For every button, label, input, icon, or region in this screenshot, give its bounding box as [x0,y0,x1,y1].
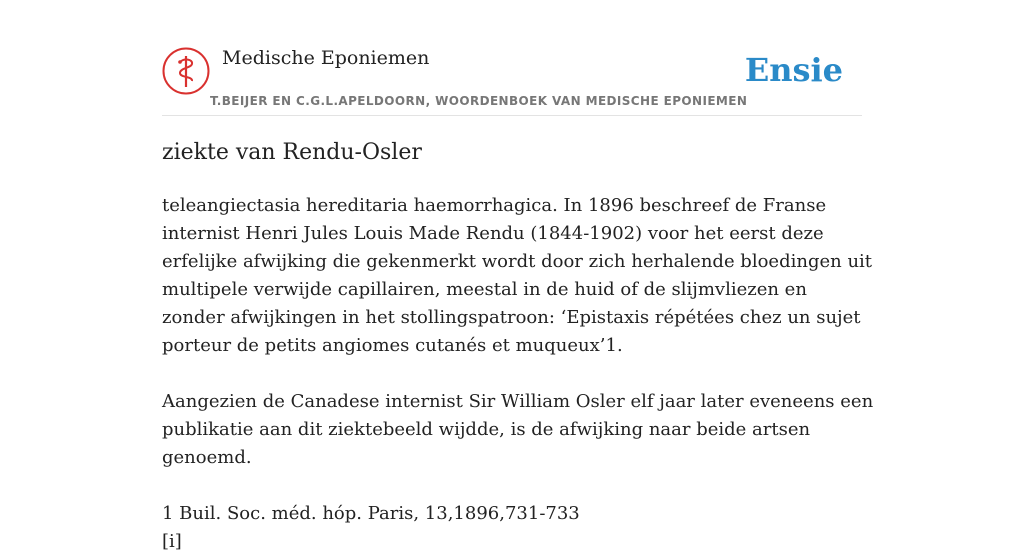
definition-paragraph-2: Aangezien de Canadese internist Sir William Osler elf jaar later eveneens een publikatie aan dit ziektebeeld wijdde, is de afwijking naar beide artsen genoemd. [162,391,874,468]
entry-term-title: ziekte van Rendu-Osler [162,140,422,165]
entry-definition [162,192,874,556]
source-header [162,44,862,116]
definition-paragraph-1: teleangiectasia hereditaria haemorrhagica. In 1896 beschreef de Franse internist Henri Jules Louis Made Rendu (1844-1902) voor het eerst deze erfelijke afwijking die gekenmerkt wordt door zich herhalende bloedingen uit multipele verwijde capillairen, meestal in de huid of de slijmvliezen en zonder afwijkingen in het stollingspatroon: ‘Epistaxis répétées chez un sujet porteur de petits angiomes cutanés et muqueux’1. [162,195,873,356]
source-subtitle: T.BEIJER EN C.G.L.APELDOORN, WOORDENBOEK VAN MEDISCHE EPONIEMEN [210,94,748,108]
header-divider [162,115,862,116]
definition-trailing-fragment: [i] [162,531,182,552]
medical-snake-staff-icon[interactable] [162,47,210,95]
ensie-logo-link[interactable]: Ensie [744,51,843,89]
source-title-link[interactable]: Medische Eponiemen [222,47,430,69]
definition-footnote: 1 Buil. Soc. méd. hóp. Paris, 13,1896,731-733 [162,503,580,524]
